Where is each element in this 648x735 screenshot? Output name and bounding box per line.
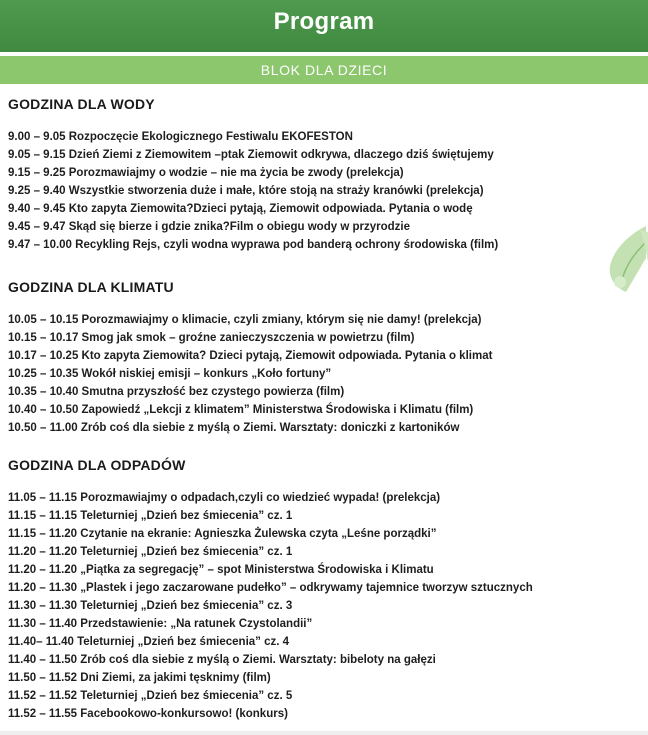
- section-heading-water: GODZINA DLA WODY: [8, 96, 155, 112]
- schedule-item: 11.20 – 11.30 „Plastek i jego zaczarowane pudełko” – odkrywamy tajemnice tworzyw sztucznych: [8, 582, 533, 594]
- schedule-list-water: [8, 128, 498, 254]
- page-title: Program: [273, 8, 375, 35]
- schedule-item: 11.40– 11.40 Teleturniej „Dzień bez śmiecenia” cz. 4: [8, 636, 290, 648]
- schedule-item: 10.05 – 10.15 Porozmawiajmy o klimacie, czyli zmiany, którym się nie damy! (prelekcja): [8, 314, 482, 326]
- schedule-item: 11.30 – 11.30 Teleturniej „Dzień bez śmiecenia” cz. 3: [8, 600, 293, 612]
- bottom-divider: [0, 731, 648, 735]
- schedule-item: 11.20 – 11.20 „Piątka za segregację” – spot Ministerstwa Środowiska i Klimatu: [8, 564, 434, 576]
- schedule-item: 10.40 – 10.50 Zapowiedź „Lekcji z klimatem” Ministerstwa Środowiska i Klimatu (film): [8, 404, 474, 416]
- section-heading-waste: GODZINA DLA ODPADÓW: [8, 457, 186, 473]
- schedule-item: 11.52 – 11.55 Facebookowo-konkursowo! (konkurs): [8, 708, 288, 720]
- schedule-item: 9.00 – 9.05 Rozpoczęcie Ekologicznego Festiwalu EKOFESTON: [8, 131, 353, 143]
- schedule-list-climate: [8, 311, 492, 437]
- schedule-item: 9.05 – 9.15 Dzień Ziemi z Ziemowitem –ptak Ziemowit odkrywa, dlaczego dziś świętujemy: [8, 149, 494, 161]
- schedule-item: 11.05 – 11.15 Porozmawiajmy o odpadach,czyli co wiedzieć wypada! (prelekcja): [8, 492, 441, 504]
- schedule-item: 9.25 – 9.40 Wszystkie stworzenia duże i małe, które stoją na straży kranówki (prelekcja): [8, 185, 484, 197]
- block-subtitle: BLOK DLA DZIECI: [260, 62, 388, 78]
- program-header: [0, 0, 648, 88]
- schedule-item: 10.35 – 10.40 Smutna przyszłość bez czystego powierza (film): [8, 386, 345, 398]
- schedule-item: 11.30 – 11.40 Przedstawienie: „Na ratunek Czystolandii”: [8, 618, 313, 630]
- schedule-item: 10.50 – 11.00 Zrób coś dla siebie z myślą o Ziemi. Warsztaty: doniczki z kartoników: [8, 422, 460, 434]
- schedule-item: 11.50 – 11.52 Dni Ziemi, za jakimi tęsknimy (film): [8, 672, 271, 684]
- schedule-item: 10.25 – 10.35 Wokół niskiej emisji – konkurs „Koło fortuny”: [8, 368, 332, 380]
- schedule-item: 11.15 – 11.20 Czytanie na ekranie: Agnieszka Żulewska czyta „Leśne porządki”: [8, 528, 437, 540]
- schedule-item: 11.15 – 11.15 Teleturniej „Dzień bez śmiecenia” cz. 1: [8, 510, 293, 522]
- leaf-decoration-icon: [600, 222, 648, 296]
- schedule-item: 11.20 – 11.20 Teleturniej „Dzień bez śmiecenia” cz. 1: [8, 546, 293, 558]
- schedule-item: 11.40 – 11.50 Zrób coś dla siebie z myślą o Ziemi. Warsztaty: bibeloty na gałęzi: [8, 654, 436, 666]
- schedule-item: 9.47 – 10.00 Recykling Rejs, czyli wodna wyprawa pod banderą ochrony środowiska (film): [8, 239, 499, 251]
- schedule-item: 10.17 – 10.25 Kto zapyta Ziemowita? Dzieci pytają, Ziemowit odpowiada. Pytania o klimat: [8, 350, 493, 362]
- schedule-item: 11.52 – 11.52 Teleturniej „Dzień bez śmiecenia” cz. 5: [8, 690, 293, 702]
- schedule-item: 9.15 – 9.25 Porozmawiajmy o wodzie – nie ma życia be zwody (prelekcja): [8, 167, 404, 179]
- schedule-list-waste: [8, 489, 533, 723]
- schedule-item: 10.15 – 10.17 Smog jak smok – groźne zanieczyszczenia w powietrzu (film): [8, 332, 415, 344]
- section-heading-climate: GODZINA DLA KLIMATU: [8, 279, 174, 295]
- schedule-item: 9.40 – 9.45 Kto zapyta Ziemowita?Dzieci pytają, Ziemowit odpowiada. Pytania o wodę: [8, 203, 473, 215]
- schedule-item: 9.45 – 9.47 Skąd się bierze i gdzie znika?Film o obiegu wody w przyrodzie: [8, 221, 410, 233]
